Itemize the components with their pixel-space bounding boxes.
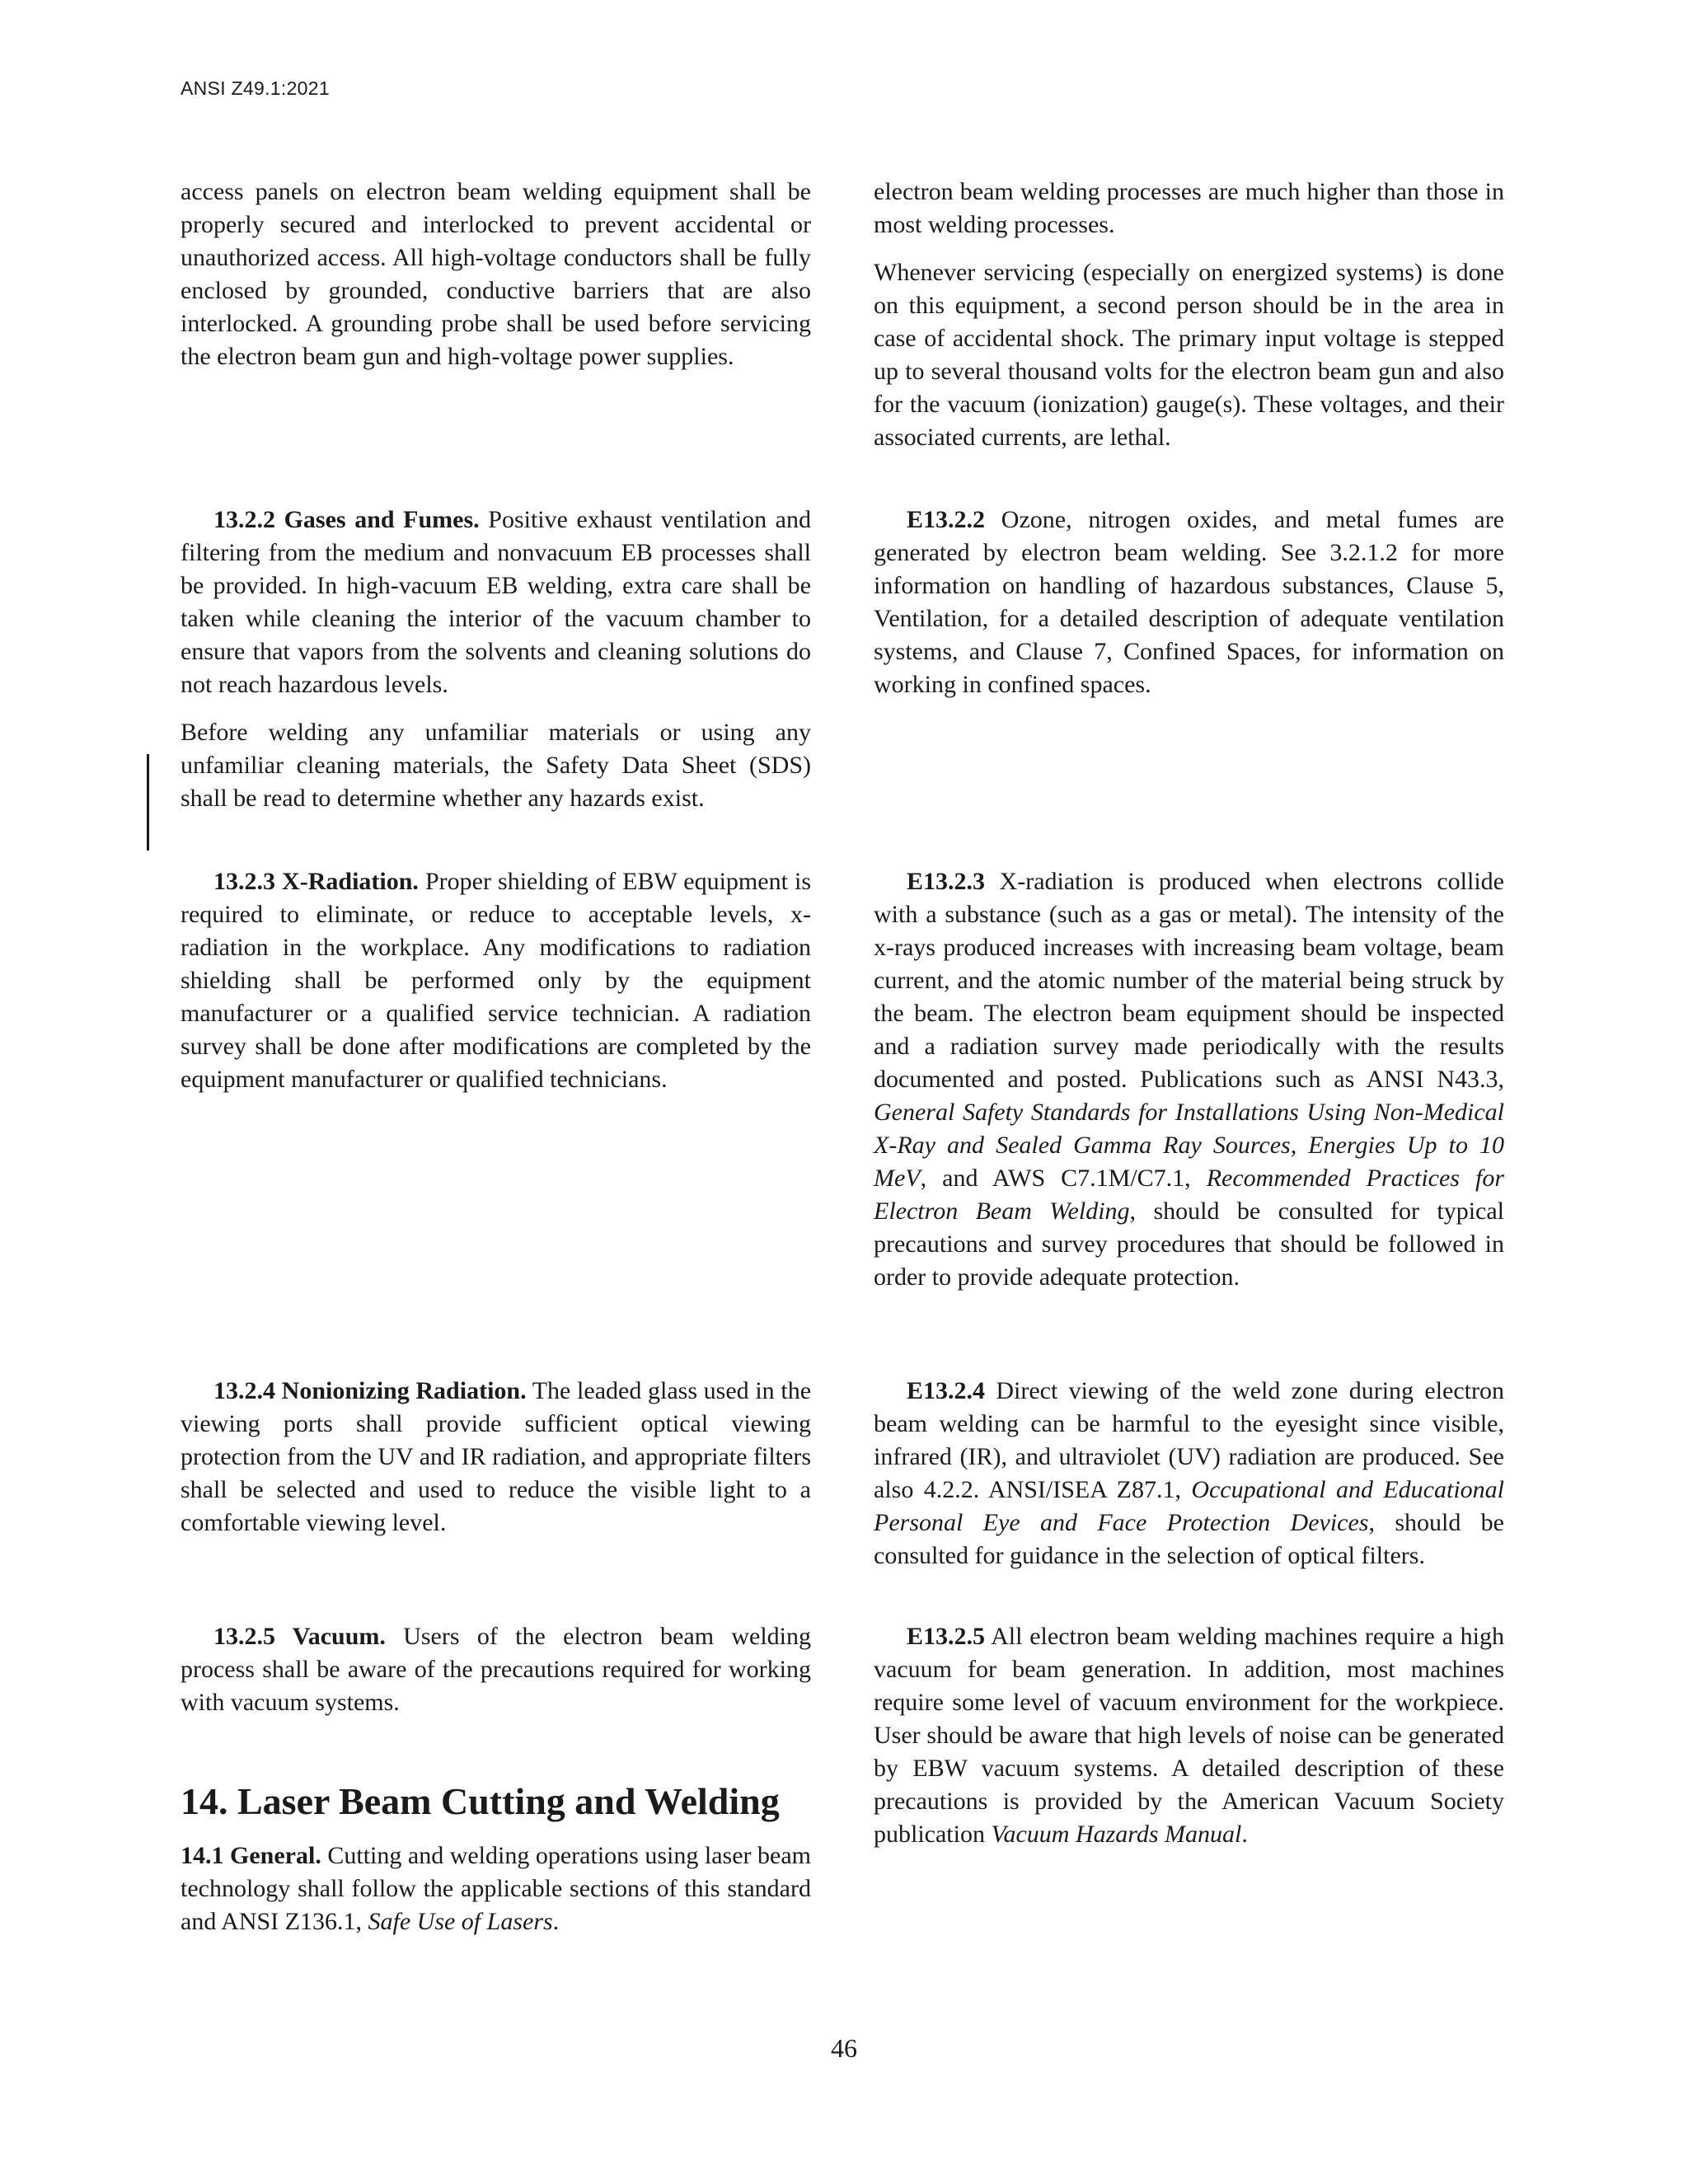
text-13-2-4: The leaded glass used in the viewing ports shall provide sufficient optical viewing protection from the UV and IR radiation, and appropriate filters shall be selected and used to reduce the visible light to a comfortable viewing level. xyxy=(181,1377,812,1536)
right-column xyxy=(874,176,1504,469)
heading-13-2-5: 13.2.5 Vacuum. xyxy=(213,1623,386,1650)
section-14-title: 14. Laser Beam Cutting and Welding xyxy=(181,1780,780,1822)
heading-e13-2-5: E13.2.5 xyxy=(907,1623,986,1650)
heading-13-2-3: 13.2.3 X-Radiation. xyxy=(213,868,419,895)
paragraph-servicing: Whenever servicing (especially on energized systems) is done on this equipment, a second person should be in the area in case of accidental shock. The primary input voltage is stepped up to several thousand volts for the electron beam gun and also for the vacuum (ionization) gauge(s). These voltages, and their associated currents, are lethal. xyxy=(874,259,1504,451)
text-e13-2-4-a: Direct viewing of the weld zone during electron beam welding can be harmful to the eyesight since visible, infrared (IR), and ultraviolet (UV) radiation are produced. See also 4.2.2. ANSI/ISEA Z87.1, xyxy=(874,1377,1504,1503)
heading-13-2-4: 13.2.4 Nonionizing Radiation. xyxy=(213,1377,527,1404)
left-column xyxy=(181,176,811,388)
paragraph-e13-2-3 xyxy=(874,865,1504,1294)
paragraph-voltages-higher: electron beam welding processes are much higher than those in most welding processes. xyxy=(874,178,1504,238)
citation-ansi-n43-3: General Safety Standards for Installations Using Non-Medical X-Ray and Sealed Gamma Ray Sources, Energies Up to 10 MeV xyxy=(874,1099,1504,1192)
text-13-2-2: Positive exhaust ventilation and filtering from the medium and nonvacuum EB processes shall be provided. In high-vacuum EB welding, extra care shall be taken while cleaning the interior of the vacuum chamber to ensure that vapors from the solvents and cleaning solutions do not reach hazardous levels. xyxy=(181,506,811,698)
text-e13-2-3-a: X-radiation is produced when electrons collide with a substance (such as a gas or metal). The intensity of the x-rays produced increases with increasing beam voltage, beam current, and the atomic number of the material being struck by the beam. The electron beam equipment should be inspected and a radiation survey made periodically with the results documented and posted. Publications such as ANSI N43.3, xyxy=(874,868,1504,1093)
paragraph-e13-2-2 xyxy=(874,504,1504,701)
paragraph-13-2-5 xyxy=(181,1620,811,1719)
right-column xyxy=(874,504,1504,716)
text-e13-2-5-b: . xyxy=(1241,1821,1248,1848)
right-column xyxy=(874,865,1504,1309)
right-column xyxy=(874,1620,1504,1866)
citation-ansi-z136-1: Safe Use of Lasers xyxy=(368,1908,553,1935)
text-e13-2-2: Ozone, nitrogen oxides, and metal fumes are generated by electron beam welding. See 3.2.1.2 for more information on handling of hazardous substances, Clause 5, Ventilation, for a detailed description of adequate ventilation systems, and Clause 7, Confined Spaces, for information on working in confined spaces. xyxy=(874,506,1504,698)
text-14-1: Cutting and welding operations using laser beam technology shall follow the applicable sections of this standard and ANSI Z136.1, xyxy=(181,1842,811,1935)
paragraph-14-1 xyxy=(181,1840,811,1938)
left-column xyxy=(181,1375,811,1554)
paragraph-e13-2-5 xyxy=(874,1620,1504,1851)
paragraph-access-panels: access panels on electron beam welding equipment shall be properly secured and interlocked to prevent accidental or unauthorized access. All high-voltage conductors shall be fully enclosed by grounded, conductive barriers that are also interlocked. A grounding probe shall be used before servicing the electron beam gun and high-voltage power supplies. xyxy=(181,178,811,370)
heading-e13-2-2: E13.2.2 xyxy=(907,506,986,533)
heading-e13-2-3: E13.2.3 xyxy=(907,868,986,895)
heading-13-2-2: 13.2.2 Gases and Fumes. xyxy=(213,506,480,533)
text-e13-2-3-b: , and AWS C7.1M/C7.1, xyxy=(920,1165,1207,1192)
revision-change-bar xyxy=(147,754,149,851)
paragraph-sds: Before welding any unfamiliar materials or using any unfamiliar cleaning materials, the Safety Data Sheet (SDS) shall be read to determine whether any hazards exist. xyxy=(181,719,811,812)
text-13-2-3: Proper shielding of EBW equipment is required to eliminate, or reduce to acceptable levels, x-radiation in the workplace. Any modifications to radiation shielding shall be performed only by the equipment manufacturer or a qualified service technician. A radiation survey shall be done after modifications are completed by the equipment manufacturer or qualified technicians. xyxy=(181,868,811,1093)
text-e13-2-5-a: All electron beam welding machines require a high vacuum for beam generation. In addition, most machines require some level of vacuum environment for the workpiece. User should be aware that high levels of noise can be generated by EBW vacuum systems. A detailed description of these precautions is provided by the American Vacuum Society publication xyxy=(874,1623,1504,1848)
text-14-1-end: . xyxy=(552,1908,560,1935)
left-column xyxy=(181,865,811,1111)
text-e13-2-3-c: , should be consulted for typical precautions and survey procedures that should be followed in order to provide adequate protection. xyxy=(874,1197,1505,1291)
left-column xyxy=(181,1840,811,1953)
text-e13-2-4-b: , should be consulted for guidance in the selection of optical filters. xyxy=(874,1509,1504,1569)
page-number: 46 xyxy=(831,2033,857,2063)
paragraph-13-2-3 xyxy=(181,865,811,1096)
heading-14-1: 14.1 General. xyxy=(181,1842,321,1869)
citation-aws-c7-1: Recommended Practices for Electron Beam Welding xyxy=(874,1165,1504,1225)
citation-vacuum-hazards-manual: Vacuum Hazards Manual xyxy=(991,1821,1242,1848)
text-13-2-5: Users of the electron beam welding process shall be aware of the precautions required for working with vacuum systems. xyxy=(181,1623,812,1716)
right-column xyxy=(874,1375,1504,1587)
paragraph-13-2-2 xyxy=(181,504,811,701)
running-header: ANSI Z49.1:2021 xyxy=(181,77,330,99)
left-column xyxy=(181,1620,811,1734)
left-column xyxy=(181,504,811,830)
heading-e13-2-4: E13.2.4 xyxy=(907,1377,986,1404)
paragraph-e13-2-4 xyxy=(874,1375,1504,1572)
citation-ansi-z87-1: Occupational and Educational Personal Eye and Face Protection Devices xyxy=(874,1476,1504,1536)
paragraph-13-2-4 xyxy=(181,1375,811,1540)
